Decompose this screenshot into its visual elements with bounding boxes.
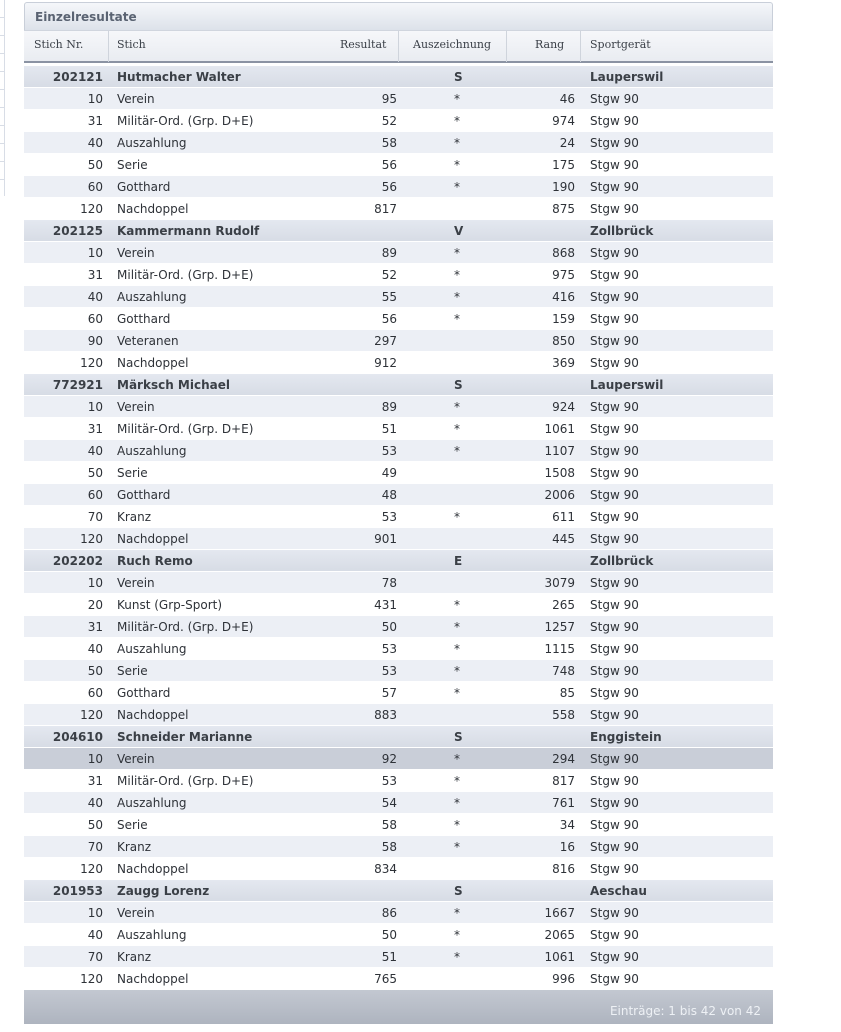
cell-sportgeraet: Stgw 90 xyxy=(590,532,639,546)
cell-stich: Serie xyxy=(117,466,148,480)
cell-rang: 34 xyxy=(559,818,575,832)
cell-sportgeraet: Stgw 90 xyxy=(590,928,639,942)
cell-auszeichnung: S xyxy=(454,70,463,84)
cell-stich-nr: 40 xyxy=(87,796,103,810)
results-table-body xyxy=(24,66,773,990)
cell-stich: Militär-Ord. (Grp. D+E) xyxy=(117,774,254,788)
cell-rang: 445 xyxy=(552,532,575,546)
cell-stich-nr: 31 xyxy=(87,268,103,282)
cell-sportgeraet: Stgw 90 xyxy=(590,488,639,502)
column-separator xyxy=(506,31,507,62)
cell-sportgeraet: Stgw 90 xyxy=(590,136,639,150)
cell-sportgeraet: Stgw 90 xyxy=(590,906,639,920)
cell-resultat: 50 xyxy=(381,620,397,634)
cell-stich-nr: 20 xyxy=(87,598,103,612)
cell-resultat: 95 xyxy=(381,92,397,106)
cell-auszeichnung: * xyxy=(454,620,460,634)
cell-resultat: 52 xyxy=(381,268,397,282)
cell-auszeichnung: * xyxy=(454,950,460,964)
column-header-rang[interactable]: Rang xyxy=(535,38,565,51)
cell-rang: 868 xyxy=(552,246,575,260)
cell-stich: Schneider Marianne xyxy=(117,730,253,744)
cell-rang: 761 xyxy=(552,796,575,810)
cell-sportgeraet: Stgw 90 xyxy=(590,620,639,634)
cell-resultat: 53 xyxy=(381,510,397,524)
cell-rang: 416 xyxy=(552,290,575,304)
shooter-group-row[interactable] xyxy=(24,374,773,396)
cell-stich: Hutmacher Walter xyxy=(117,70,241,84)
cell-stich-nr: 31 xyxy=(87,620,103,634)
cell-stich-nr: 120 xyxy=(80,356,103,370)
cell-rang: 369 xyxy=(552,356,575,370)
cell-auszeichnung: * xyxy=(454,268,460,282)
cell-stich: Zaugg Lorenz xyxy=(117,884,210,898)
cell-stich-nr: 50 xyxy=(87,664,103,678)
cell-auszeichnung: * xyxy=(454,92,460,106)
table-row[interactable] xyxy=(24,330,773,352)
cell-sportgeraet: Stgw 90 xyxy=(590,422,639,436)
cell-stich: Auszahlung xyxy=(117,928,187,942)
cell-stich: Kranz xyxy=(117,840,152,854)
cell-stich: Gotthard xyxy=(117,180,171,194)
cell-sportgeraet: Stgw 90 xyxy=(590,642,639,656)
cell-sportgeraet: Stgw 90 xyxy=(590,312,639,326)
cell-sportgeraet: Stgw 90 xyxy=(590,818,639,832)
cell-rang: 996 xyxy=(552,972,575,986)
cell-rang: 816 xyxy=(552,862,575,876)
cell-stich-nr: 31 xyxy=(87,114,103,128)
cell-rang: 1257 xyxy=(544,620,575,634)
cell-stich-nr: 202202 xyxy=(52,554,103,568)
cell-resultat: 817 xyxy=(374,202,397,216)
cell-sportgeraet: Stgw 90 xyxy=(590,400,639,414)
cell-resultat: 51 xyxy=(381,422,397,436)
cell-resultat: 54 xyxy=(381,796,397,810)
cell-auszeichnung: V xyxy=(454,224,464,238)
table-row[interactable] xyxy=(24,176,773,198)
cell-stich: Veteranen xyxy=(117,334,179,348)
cell-sportgeraet: Stgw 90 xyxy=(590,290,639,304)
shooter-group-row[interactable] xyxy=(24,550,773,572)
table-row[interactable] xyxy=(24,594,773,616)
cell-stich-nr: 120 xyxy=(80,202,103,216)
cell-auszeichnung: S xyxy=(454,378,463,392)
cell-auszeichnung: E xyxy=(454,554,463,568)
cell-rang: 1061 xyxy=(544,422,575,436)
cell-sportgeraet: Stgw 90 xyxy=(590,114,639,128)
table-row[interactable] xyxy=(24,638,773,660)
cell-stich-nr: 70 xyxy=(87,950,103,964)
cell-resultat: 765 xyxy=(374,972,397,986)
cell-stich: Serie xyxy=(117,664,148,678)
cell-stich-nr: 50 xyxy=(87,158,103,172)
cell-stich: Kranz xyxy=(117,510,152,524)
cell-sportgeraet: Zollbrück xyxy=(590,224,654,238)
cell-stich-nr: 202121 xyxy=(52,70,103,84)
table-row[interactable] xyxy=(24,946,773,968)
cell-sportgeraet: Stgw 90 xyxy=(590,950,639,964)
cell-stich-nr: 60 xyxy=(87,488,103,502)
table-row[interactable] xyxy=(24,968,773,990)
cell-sportgeraet: Stgw 90 xyxy=(590,752,639,766)
cell-sportgeraet: Stgw 90 xyxy=(590,774,639,788)
column-separator xyxy=(398,31,399,62)
cell-rang: 748 xyxy=(552,664,575,678)
shooter-group-row[interactable] xyxy=(24,880,773,902)
cell-stich-nr: 204610 xyxy=(52,730,103,744)
table-row[interactable] xyxy=(24,770,773,792)
table-row[interactable] xyxy=(24,748,773,770)
cell-auszeichnung: S xyxy=(454,884,463,898)
table-row[interactable] xyxy=(24,572,773,594)
cell-auszeichnung: * xyxy=(454,290,460,304)
cell-stich-nr: 60 xyxy=(87,686,103,700)
cell-resultat: 58 xyxy=(381,818,397,832)
cell-stich: Gotthard xyxy=(117,686,171,700)
cell-resultat: 53 xyxy=(381,664,397,678)
cell-resultat: 78 xyxy=(381,576,397,590)
cell-rang: 16 xyxy=(559,840,575,854)
cell-sportgeraet: Aeschau xyxy=(590,884,647,898)
cell-stich-nr: 10 xyxy=(87,92,103,106)
column-header-auszeichnung[interactable]: Auszeichnung xyxy=(413,38,492,51)
cell-resultat: 53 xyxy=(381,444,397,458)
panel-title: Einzelresultate xyxy=(24,2,773,30)
cell-stich: Verein xyxy=(117,576,155,590)
entries-info: Einträge: 1 bis 42 von 42 xyxy=(609,1004,761,1018)
cell-stich: Serie xyxy=(117,158,148,172)
cell-sportgeraet: Stgw 90 xyxy=(590,268,639,282)
table-row[interactable] xyxy=(24,286,773,308)
cell-rang: 975 xyxy=(552,268,575,282)
cell-stich: Nachdoppel xyxy=(117,202,189,216)
cell-resultat: 57 xyxy=(381,686,397,700)
column-separator xyxy=(580,31,581,62)
cell-sportgeraet: Stgw 90 xyxy=(590,334,639,348)
cell-sportgeraet: Stgw 90 xyxy=(590,92,639,106)
cell-rang: 24 xyxy=(559,136,575,150)
cell-resultat: 56 xyxy=(381,180,397,194)
cell-sportgeraet: Stgw 90 xyxy=(590,972,639,986)
table-row[interactable] xyxy=(24,242,773,264)
table-row[interactable] xyxy=(24,88,773,110)
cell-stich: Ruch Remo xyxy=(117,554,193,568)
cell-auszeichnung: * xyxy=(454,180,460,194)
table-row[interactable] xyxy=(24,462,773,484)
table-row[interactable] xyxy=(24,704,773,726)
cell-sportgeraet: Zollbrück xyxy=(590,554,654,568)
cell-auszeichnung: * xyxy=(454,796,460,810)
cell-stich: Nachdoppel xyxy=(117,356,189,370)
cell-sportgeraet: Stgw 90 xyxy=(590,466,639,480)
cell-rang: 1061 xyxy=(544,950,575,964)
cell-stich-nr: 70 xyxy=(87,840,103,854)
table-row[interactable] xyxy=(24,924,773,946)
cell-sportgeraet: Stgw 90 xyxy=(590,180,639,194)
cell-rang: 924 xyxy=(552,400,575,414)
column-header-stich-nr[interactable]: Stich Nr. xyxy=(34,38,84,51)
cell-stich-nr: 40 xyxy=(87,290,103,304)
cell-stich: Nachdoppel xyxy=(117,862,189,876)
table-row[interactable] xyxy=(24,858,773,880)
cell-sportgeraet: Stgw 90 xyxy=(590,664,639,678)
shooter-group-row[interactable] xyxy=(24,220,773,242)
cell-resultat: 912 xyxy=(374,356,397,370)
cell-sportgeraet: Lauperswil xyxy=(590,70,664,84)
cell-stich: Verein xyxy=(117,906,155,920)
cell-stich: Verein xyxy=(117,246,155,260)
cell-stich: Auszahlung xyxy=(117,444,187,458)
cell-stich-nr: 10 xyxy=(87,906,103,920)
cell-auszeichnung: * xyxy=(454,444,460,458)
cell-stich-nr: 40 xyxy=(87,642,103,656)
cell-stich-nr: 120 xyxy=(80,972,103,986)
cell-stich-nr: 50 xyxy=(87,466,103,480)
left-edge-decoration xyxy=(0,0,5,196)
cell-stich: Serie xyxy=(117,818,148,832)
cell-sportgeraet: Stgw 90 xyxy=(590,202,639,216)
cell-stich-nr: 201953 xyxy=(52,884,103,898)
cell-stich: Nachdoppel xyxy=(117,972,189,986)
cell-rang: 175 xyxy=(552,158,575,172)
cell-stich-nr: 90 xyxy=(87,334,103,348)
cell-sportgeraet: Stgw 90 xyxy=(590,158,639,172)
cell-stich-nr: 60 xyxy=(87,312,103,326)
cell-stich: Militär-Ord. (Grp. D+E) xyxy=(117,268,254,282)
table-header xyxy=(24,30,773,63)
table-row[interactable] xyxy=(24,308,773,330)
cell-auszeichnung: S xyxy=(454,730,463,744)
cell-stich: Kunst (Grp-Sport) xyxy=(117,598,223,612)
table-row[interactable] xyxy=(24,352,773,374)
cell-rang: 817 xyxy=(552,774,575,788)
column-header-sportgeraet[interactable]: Sportgerät xyxy=(590,38,651,51)
cell-resultat: 834 xyxy=(374,862,397,876)
cell-stich: Verein xyxy=(117,752,155,766)
cell-rang: 850 xyxy=(552,334,575,348)
cell-stich: Auszahlung xyxy=(117,290,187,304)
cell-resultat: 48 xyxy=(381,488,397,502)
table-row[interactable] xyxy=(24,264,773,286)
cell-rang: 558 xyxy=(552,708,575,722)
cell-stich: Auszahlung xyxy=(117,796,187,810)
cell-resultat: 50 xyxy=(381,928,397,942)
cell-sportgeraet: Stgw 90 xyxy=(590,356,639,370)
cell-auszeichnung: * xyxy=(454,400,460,414)
column-header-resultat[interactable]: Resultat xyxy=(340,38,387,51)
cell-resultat: 53 xyxy=(381,642,397,656)
cell-stich: Nachdoppel xyxy=(117,708,189,722)
cell-rang: 611 xyxy=(552,510,575,524)
cell-stich-nr: 31 xyxy=(87,774,103,788)
cell-rang: 2065 xyxy=(544,928,575,942)
cell-rang: 294 xyxy=(552,752,575,766)
cell-stich-nr: 120 xyxy=(80,708,103,722)
cell-stich-nr: 10 xyxy=(87,752,103,766)
cell-auszeichnung: * xyxy=(454,598,460,612)
cell-auszeichnung: * xyxy=(454,422,460,436)
cell-stich-nr: 60 xyxy=(87,180,103,194)
cell-rang: 3079 xyxy=(544,576,575,590)
table-row[interactable] xyxy=(24,484,773,506)
cell-sportgeraet: Stgw 90 xyxy=(590,686,639,700)
table-row[interactable] xyxy=(24,418,773,440)
cell-auszeichnung: * xyxy=(454,686,460,700)
cell-stich-nr: 10 xyxy=(87,576,103,590)
cell-stich: Gotthard xyxy=(117,488,171,502)
cell-resultat: 297 xyxy=(374,334,397,348)
cell-stich-nr: 10 xyxy=(87,246,103,260)
table-row[interactable] xyxy=(24,616,773,638)
cell-stich-nr: 31 xyxy=(87,422,103,436)
cell-resultat: 92 xyxy=(381,752,397,766)
cell-sportgeraet: Stgw 90 xyxy=(590,840,639,854)
cell-stich-nr: 40 xyxy=(87,136,103,150)
cell-stich-nr: 40 xyxy=(87,928,103,942)
cell-stich: Märksch Michael xyxy=(117,378,230,392)
table-footer xyxy=(24,990,773,1024)
cell-rang: 1107 xyxy=(544,444,575,458)
cell-resultat: 56 xyxy=(381,158,397,172)
cell-sportgeraet: Stgw 90 xyxy=(590,598,639,612)
cell-stich: Kranz xyxy=(117,950,152,964)
table-row[interactable] xyxy=(24,440,773,462)
cell-stich-nr: 202125 xyxy=(52,224,103,238)
cell-stich-nr: 772921 xyxy=(52,378,103,392)
cell-auszeichnung: * xyxy=(454,114,460,128)
cell-resultat: 883 xyxy=(374,708,397,722)
cell-rang: 265 xyxy=(552,598,575,612)
cell-auszeichnung: * xyxy=(454,774,460,788)
cell-rang: 875 xyxy=(552,202,575,216)
table-row[interactable] xyxy=(24,154,773,176)
cell-resultat: 53 xyxy=(381,774,397,788)
cell-auszeichnung: * xyxy=(454,246,460,260)
table-row[interactable] xyxy=(24,836,773,858)
cell-sportgeraet: Stgw 90 xyxy=(590,576,639,590)
cell-resultat: 58 xyxy=(381,136,397,150)
cell-resultat: 89 xyxy=(381,400,397,414)
cell-rang: 1508 xyxy=(544,466,575,480)
cell-auszeichnung: * xyxy=(454,510,460,524)
cell-rang: 159 xyxy=(552,312,575,326)
cell-stich-nr: 50 xyxy=(87,818,103,832)
cell-auszeichnung: * xyxy=(454,664,460,678)
cell-auszeichnung: * xyxy=(454,312,460,326)
table-row[interactable] xyxy=(24,792,773,814)
cell-resultat: 58 xyxy=(381,840,397,854)
cell-auszeichnung: * xyxy=(454,840,460,854)
cell-sportgeraet: Enggistein xyxy=(590,730,662,744)
table-row[interactable] xyxy=(24,528,773,550)
cell-stich: Verein xyxy=(117,400,155,414)
cell-stich: Auszahlung xyxy=(117,136,187,150)
cell-stich: Verein xyxy=(117,92,155,106)
shooter-group-row[interactable] xyxy=(24,726,773,748)
cell-stich-nr: 40 xyxy=(87,444,103,458)
column-header-stich[interactable]: Stich xyxy=(117,38,146,51)
table-row[interactable] xyxy=(24,902,773,924)
cell-rang: 2006 xyxy=(544,488,575,502)
cell-resultat: 51 xyxy=(381,950,397,964)
cell-stich: Militär-Ord. (Grp. D+E) xyxy=(117,620,254,634)
cell-stich-nr: 120 xyxy=(80,862,103,876)
cell-resultat: 901 xyxy=(374,532,397,546)
cell-auszeichnung: * xyxy=(454,752,460,766)
cell-resultat: 49 xyxy=(381,466,397,480)
results-panel xyxy=(24,2,773,1024)
cell-resultat: 431 xyxy=(374,598,397,612)
cell-auszeichnung: * xyxy=(454,158,460,172)
cell-sportgeraet: Stgw 90 xyxy=(590,246,639,260)
cell-auszeichnung: * xyxy=(454,928,460,942)
table-row[interactable] xyxy=(24,198,773,220)
cell-stich-nr: 10 xyxy=(87,400,103,414)
cell-resultat: 52 xyxy=(381,114,397,128)
cell-sportgeraet: Stgw 90 xyxy=(590,862,639,876)
table-row[interactable] xyxy=(24,396,773,418)
cell-sportgeraet: Stgw 90 xyxy=(590,510,639,524)
table-row[interactable] xyxy=(24,132,773,154)
cell-auszeichnung: * xyxy=(454,818,460,832)
table-row[interactable] xyxy=(24,682,773,704)
cell-resultat: 55 xyxy=(381,290,397,304)
cell-resultat: 86 xyxy=(381,906,397,920)
table-row[interactable] xyxy=(24,814,773,836)
cell-auszeichnung: * xyxy=(454,642,460,656)
cell-sportgeraet: Lauperswil xyxy=(590,378,664,392)
cell-sportgeraet: Stgw 90 xyxy=(590,708,639,722)
cell-stich: Kammermann Rudolf xyxy=(117,224,260,238)
table-row[interactable] xyxy=(24,660,773,682)
cell-stich: Auszahlung xyxy=(117,642,187,656)
cell-stich: Militär-Ord. (Grp. D+E) xyxy=(117,114,254,128)
cell-rang: 46 xyxy=(559,92,575,106)
cell-stich-nr: 120 xyxy=(80,532,103,546)
cell-resultat: 56 xyxy=(381,312,397,326)
cell-stich: Militär-Ord. (Grp. D+E) xyxy=(117,422,254,436)
cell-auszeichnung: * xyxy=(454,136,460,150)
cell-sportgeraet: Stgw 90 xyxy=(590,444,639,458)
cell-resultat: 89 xyxy=(381,246,397,260)
column-separator xyxy=(108,31,109,62)
cell-stich-nr: 70 xyxy=(87,510,103,524)
cell-rang: 85 xyxy=(559,686,575,700)
shooter-group-row[interactable] xyxy=(24,66,773,88)
cell-rang: 974 xyxy=(552,114,575,128)
cell-stich: Gotthard xyxy=(117,312,171,326)
cell-rang: 1667 xyxy=(544,906,575,920)
table-row[interactable] xyxy=(24,506,773,528)
cell-stich: Nachdoppel xyxy=(117,532,189,546)
cell-auszeichnung: * xyxy=(454,906,460,920)
cell-rang: 190 xyxy=(552,180,575,194)
table-row[interactable] xyxy=(24,110,773,132)
cell-sportgeraet: Stgw 90 xyxy=(590,796,639,810)
cell-rang: 1115 xyxy=(544,642,575,656)
